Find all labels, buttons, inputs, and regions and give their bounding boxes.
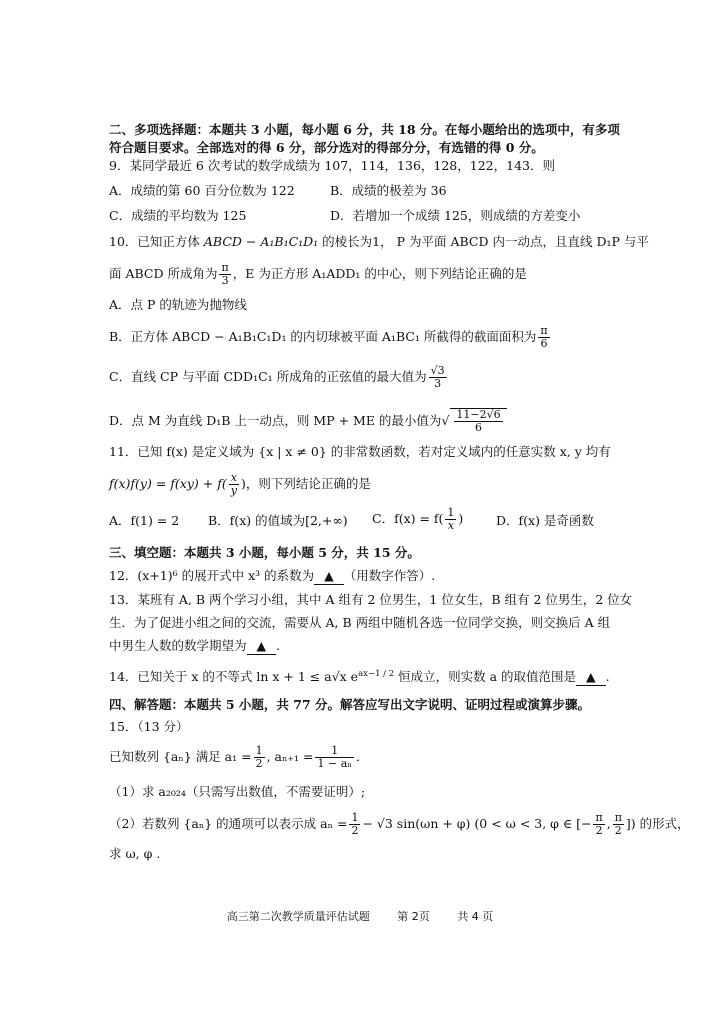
- q11-stem: 11．已知 f(x) 是定义域为 {x | x ≠ 0} 的非常数函数，若对定义域内的任意实数 x, y 均有: [109, 444, 611, 459]
- q9-option-d: D．若增加一个成绩 125，则成绩的方差变小: [330, 208, 581, 223]
- q10-edge: 的棱长为1，: [322, 234, 393, 249]
- footer-title: 高三第二次教学质量评估试题: [226, 910, 370, 923]
- q11-c-fraction: $\frac{1}{x}$: [447, 506, 455, 532]
- q10-angle-text: 面 ABCD 所成角为: [109, 266, 218, 281]
- q9-option-a: A．成绩的第 60 百分位数为 122: [109, 183, 295, 198]
- q11-x-over-y: $\frac{x}{y}$: [230, 471, 237, 497]
- q10-option-b: B．正方体 ABCD − A₁B₁C₁D₁ 的内切球被平面 A₁BC₁ 所截得的截面面积为 $\frac{\pi}{6}$: [109, 324, 548, 350]
- q12: 12．(x+1)⁶ 的展开式中 x³ 的系数为 ▲ （用数字作答）.: [109, 568, 436, 583]
- q9-option-b: B．成绩的极差为 36: [330, 183, 447, 198]
- q11-option-a: A．f(1) = 2: [109, 513, 180, 528]
- q13-line1: 13．某班有 A, B 两个学习小组，其中 A 组有 2 位男生，1 位女生，B 组有 2 位男生，2 位女: [109, 592, 633, 607]
- footer-page: 第 2页: [397, 910, 430, 923]
- q15-title: 15．（13 分）: [109, 719, 189, 734]
- section2-heading: 二、多项选择题：本题共 3 小题，每小题 6 分，共 18 分。在每小题给出的选项中，有多项: [109, 122, 620, 137]
- q10-point: P 为平面 ABCD 内一动点，且直线 D₁P 与平: [396, 234, 649, 249]
- q13-line3: 中男生人数的数学期望为 ▲ .: [109, 638, 281, 653]
- q15-half-fraction: $\frac{1}{2}$: [351, 811, 359, 837]
- page-footer: [0, 908, 720, 924]
- section4-heading: 四、解答题：本题共 5 小题，共 77 分。解答应写出文字说明、证明过程或演算步骤。: [109, 697, 591, 712]
- q11-equation: f(x)f(y) = f(xy) + f( $\frac{x}{y}$ )，则下列结论正确的是: [109, 471, 371, 497]
- q12-answer-blank: ▲: [314, 568, 344, 585]
- q11-option-c: C．f(x) = f( $\frac{1}{x}$ ): [372, 506, 464, 532]
- q15-recursion-fraction: $\frac{1}{\text{1 − aₙ}}$: [317, 744, 353, 770]
- q10-b-fraction: $\frac{\pi}{6}$: [540, 324, 548, 350]
- q15-part2: （2）若数列 {aₙ} 的通项可以表示成 aₙ = $\frac{1}{2}$ − √3 sin(ωn + φ) (0 < ω < 3, φ ∈ [− $\frac{\pi}{2}$ , $\frac{\pi}{2}$ ]) 的形式，: [109, 811, 690, 837]
- q15-part1: （1）求 a₂₀₂₄（只需写出数值，不需要证明）;: [109, 784, 366, 799]
- footer-total: 共 4 页: [457, 910, 494, 923]
- q9-stem: 9．某同学最近 6 次考试的数学成绩为 107，114，136，128，122，143．则: [109, 158, 555, 173]
- q14-exponent: ax−1 / 2: [358, 669, 395, 679]
- q10-number: 10．已知正方体: [109, 234, 200, 249]
- section3-heading: 三、填空题：本题共 3 小题，每小题 5 分，共 15 分。: [109, 545, 420, 560]
- q9-option-c: C．成绩的平均数为 125: [109, 208, 247, 223]
- q11-option-d: D．f(x) 是奇函数: [496, 513, 594, 528]
- q10-option-d: D．点 M 为直线 D₁B 上一动点，则 MP + ME 的最小值为√ $\frac{11-2√6}{6}$: [109, 408, 620, 434]
- q13-line2: 生．为了促进小组之间的交流，需要从 A, B 两组中随机各选一位同学交换，则交换后 A 组: [109, 615, 611, 630]
- section2-heading-cont: 符合题目要求。全部选对的得 6 分，部分选对的得部分分，有选错的得 0 分。: [109, 140, 544, 155]
- q15-a1-fraction: $\frac{1}{2}$: [255, 744, 263, 770]
- q10-option-c: C．直线 CP 与平面 CDD₁C₁ 所成角的正弦值的最大值为 $\frac{√3}{3}$: [109, 364, 445, 390]
- q10-cube: ABCD − A₁B₁C₁D₁: [203, 234, 319, 249]
- q10-option-a: A．点 P 的轨迹为抛物线: [109, 297, 247, 312]
- q10-stem: [109, 234, 649, 250]
- q15-given: 已知数列 {aₙ} 满足 a₁ = $\frac{1}{2}$ , aₙ₊₁ = $\frac{1}{\text{1 − aₙ}}$ ．: [109, 744, 369, 770]
- q10-d-fraction: $\frac{11-2√6}{6}$: [456, 408, 501, 434]
- q10-angle-fraction: $\frac{\pi}{3}$: [221, 261, 229, 287]
- q15-part2-cont: 求 ω, φ .: [109, 846, 161, 861]
- q10-center-text: ，E 为正方形 A₁ADD₁ 的中心，则下列结论正确的是: [232, 266, 527, 281]
- q13-answer-blank: ▲: [247, 638, 277, 655]
- q11-option-b: B．f(x) 的值域为[2,+∞): [208, 513, 348, 528]
- q14: 14．已知关于 x 的不等式 ln x + 1 ≤ a√x $e^{ax-1 / 2}$ 恒成立，则实数 a 的取值范围是 ▲ .: [109, 669, 610, 685]
- q14-answer-blank: ▲: [576, 669, 606, 686]
- q10-c-fraction: $\frac{√3}{3}$: [430, 364, 445, 390]
- q10-stem-cont: [109, 262, 620, 287]
